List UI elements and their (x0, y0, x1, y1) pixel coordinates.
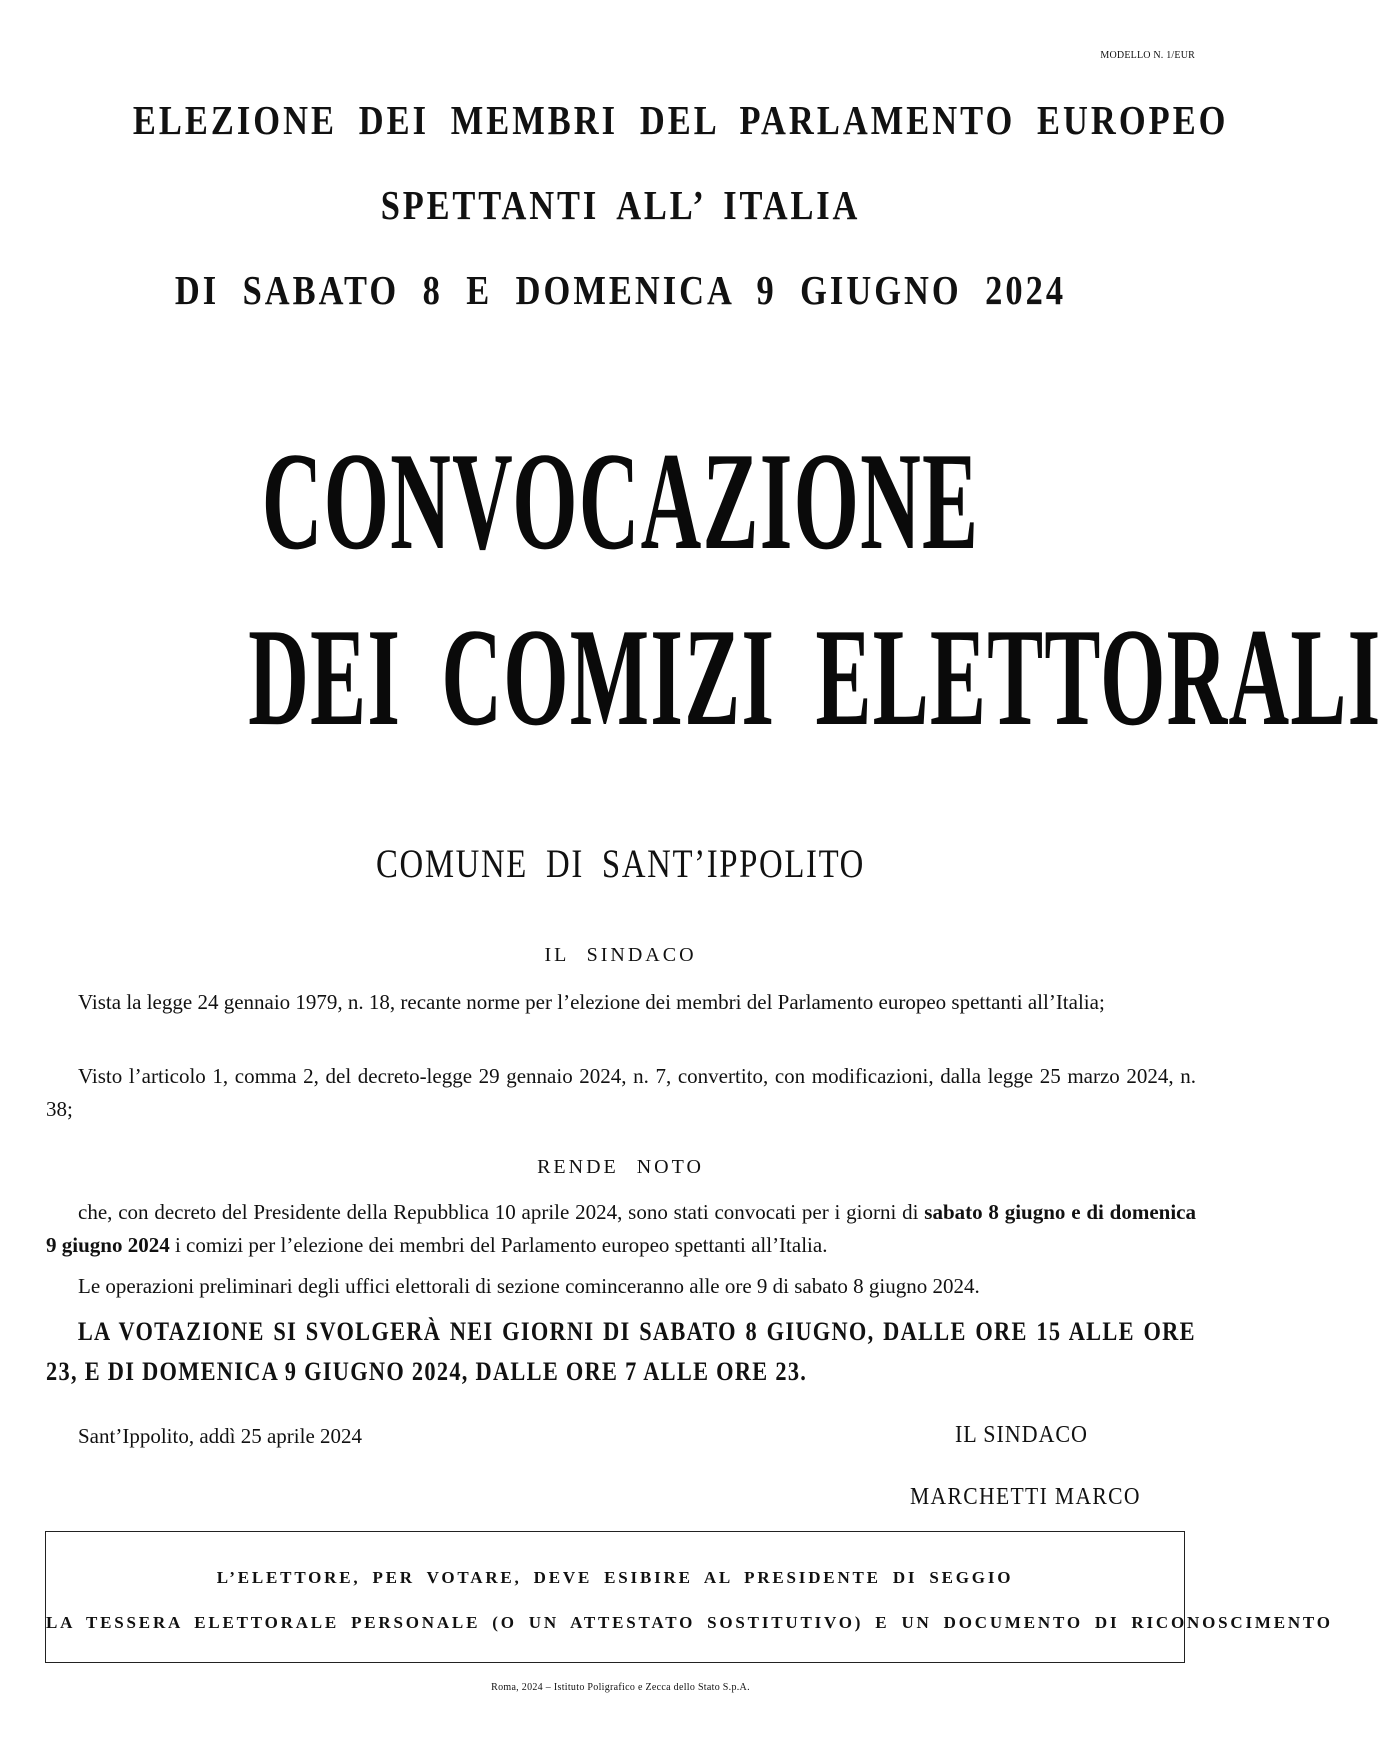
paragraph-votazione: LA VOTAZIONE SI SVOLGERÀ NEI GIORNI DI SABATO 8 GIUGNO, DALLE ORE 15 ALLE ORE 23, E DI DOMENICA 9 GIUGNO 2024, DALLE ORE 7 ALLE ORE 23. (46, 1317, 1196, 1386)
convocazione-text-start: che, con decreto del Presidente della Repubblica 10 aprile 2024, sono stati convocati per i giorni di (78, 1200, 925, 1224)
model-code: MODELLO N. 1/EUR (1100, 50, 1195, 61)
main-title-line-1: CONVOCAZIONE (261, 424, 980, 579)
voter-notice-box (45, 1531, 1333, 1663)
header-line-2: SPETTANTI ALL’ ITALIA (380, 182, 861, 228)
voter-notice-line-2: LA TESSERA ELETTORALE PERSONALE (O UN ATTESTATO SOSTITUTIVO) E UN DOCUMENTO DI RICONOSCIMENTO (46, 1613, 1333, 1632)
voter-notice-line-1: L’ELETTORE, PER VOTARE, DEVE ESIBIRE AL PRESIDENTE DI SEGGIO (216, 1568, 1014, 1587)
printer-credit: Roma, 2024 – Istituto Poligrafico e Zecca dello Stato S.p.A. (491, 1682, 750, 1693)
sindaco-heading: IL SINDACO (544, 944, 697, 966)
rende-noto-heading: RENDE NOTO (537, 1156, 704, 1178)
comune-name: COMUNE DI SANT’IPPOLITO (375, 841, 866, 886)
main-title-line-2: DEI COMIZI ELETTORALI (248, 600, 1381, 755)
signature-title: IL SINDACO (955, 1422, 1088, 1448)
paragraph-legge: Vista la legge 24 gennaio 1979, n. 18, recante norme per l’elezione dei membri del Parlamento europeo spettanti all’Italia; (78, 990, 1105, 1014)
paragraph-decreto: Visto l’articolo 1, comma 2, del decreto-legge 29 gennaio 2024, n. 7, convertito, con modificazioni, dalla legge 25 marzo 2024, n. 38; (46, 1064, 1196, 1121)
header-line-1: ELEZIONE DEI MEMBRI DEL PARLAMENTO EUROPEO (132, 97, 1229, 143)
signature-name: MARCHETTI MARCO (910, 1484, 1141, 1510)
place-date: Sant’Ippolito, addì 25 aprile 2024 (78, 1424, 363, 1448)
convocazione-dates: sabato 8 giugno e di domenica 9 giugno 2024 (46, 1200, 1196, 1257)
paragraph-convocazione (46, 1196, 1196, 1262)
convocazione-text-end: i comizi per l’elezione dei membri del Parlamento europeo spettanti all’Italia. (169, 1233, 828, 1257)
header-line-3: DI SABATO 8 E DOMENICA 9 GIUGNO 2024 (174, 267, 1067, 313)
paragraph-operazioni-preliminari: Le operazioni preliminari degli uffici elettorali di sezione cominceranno alle ore 9 di sabato 8 giugno 2024. (78, 1274, 980, 1298)
